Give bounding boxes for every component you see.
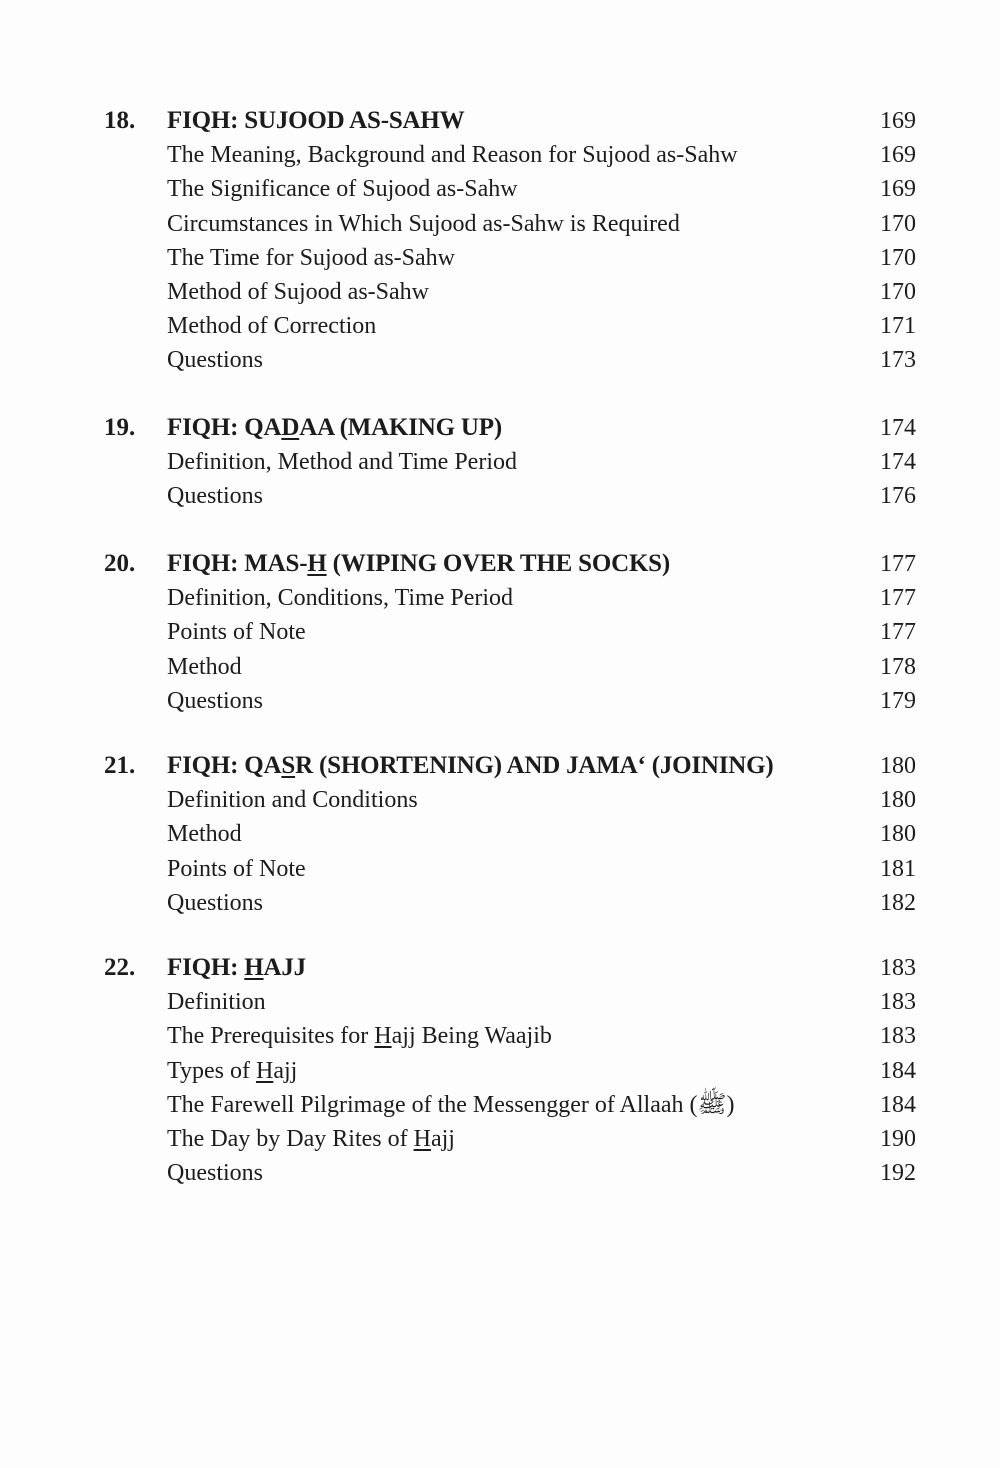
page-number: 177 [880,619,916,646]
title-text: The Prerequisites for [167,1023,375,1050]
page-number: 180 [880,787,916,814]
entry-title [167,684,263,718]
page-number: 170 [880,279,916,305]
page-number: 171 [880,313,916,340]
toc-entry[interactable] [0,138,1000,172]
page-number: 178 [880,653,916,680]
chapter-number: 22. [104,954,136,981]
page-number: 182 [880,889,916,916]
title-text: Method [167,821,242,848]
page-number: 183 [880,955,916,981]
entry-title [167,615,306,649]
title-text: ajj Being Waajib [391,1023,552,1050]
title-text: Method [167,653,242,680]
page-number: 170 [880,244,916,271]
title-text: Questions [167,1160,263,1187]
entry-title [167,1054,297,1088]
toc-entry[interactable] [0,207,1000,241]
title-text: Points of Note [167,619,306,646]
page-number: 170 [880,210,916,237]
toc-entry[interactable] [0,275,1000,309]
page-number: 174 [880,415,916,441]
page-number: 190 [880,1126,916,1152]
underlined-letter: H [255,1057,274,1084]
entry-title [167,343,263,377]
chapter-heading[interactable] [0,104,1000,138]
page-number: 169 [880,108,916,134]
page-number: 181 [880,855,916,882]
title-text: Definition and Conditions [167,787,418,814]
entry-title [167,479,263,513]
page-number: 180 [880,821,916,848]
chapter-number: 20. [104,550,136,577]
entry-title [167,172,518,206]
title-text: Method of Sujood as-Sahw [167,279,429,305]
title-text: ajj [273,1057,298,1084]
toc-entry[interactable] [0,817,1000,851]
entry-title [167,309,376,343]
toc-entry[interactable] [0,1156,1000,1190]
underlined-letter: H [307,550,327,577]
entry-title [167,650,242,684]
toc-entry[interactable] [0,241,1000,275]
page-number: 169 [880,176,916,203]
chapter-number: 19. [104,414,136,441]
toc-entry[interactable] [0,479,1000,513]
page-number: 177 [880,551,916,577]
chapter-heading[interactable] [0,547,1000,581]
title-text: Method of Correction [167,313,377,340]
toc-entry[interactable] [0,309,1000,343]
title-text: FIQH: QA [167,414,282,441]
page-number: 177 [880,585,916,612]
entry-title [167,886,263,920]
entry-title [167,1019,552,1053]
toc-entry[interactable] [0,1054,1000,1088]
title-text: FIQH: MAS- [167,550,308,577]
entry-title [167,275,429,309]
toc-entry[interactable] [0,1019,1000,1053]
title-text: Types of [167,1057,256,1084]
toc-entry[interactable] [0,684,1000,718]
page-number: 180 [880,753,916,779]
underlined-letter: H [413,1126,431,1152]
toc-entry[interactable] [0,1122,1000,1156]
toc-entry[interactable] [0,172,1000,206]
underlined-letter: D [281,414,300,441]
underlined-letter: H [374,1023,392,1050]
entry-title [167,817,242,851]
toc-entry[interactable] [0,615,1000,649]
title-text: Circumstances in Which Sujood as-Sahw is Required [167,210,680,237]
underlined-letter: H [244,954,264,981]
entry-title [167,1156,263,1190]
entry-title [167,581,513,615]
entry-title [167,852,306,886]
toc-entry[interactable] [0,1088,1000,1122]
page-number: 174 [880,449,916,476]
page-number: 169 [880,142,916,169]
title-text: Definition, Method and Time Period [167,449,517,476]
page-number: 179 [880,687,916,714]
page-number: 183 [880,989,916,1016]
title-text: Definition [167,989,266,1016]
chapter-heading[interactable] [0,749,1000,783]
title-text: R (SHORTENING) AND JAMA‘ (JOINING) [295,752,774,779]
title-text: AA (MAKING UP) [299,414,502,441]
title-text: Questions [167,347,263,374]
title-text: AJJ [263,954,306,981]
title-text: Questions [167,687,263,714]
entry-title [167,783,418,817]
entry-title [167,1088,735,1122]
toc-entry[interactable] [0,783,1000,817]
chapter-title [167,749,774,783]
title-text: FIQH: SUJOOD AS-SAHW [167,107,465,134]
title-text: The Day by Day Rites of [167,1126,414,1152]
title-text: ajj [430,1126,455,1152]
chapter-number: 21. [104,752,136,779]
page-number: 176 [880,483,916,510]
chapter-heading[interactable] [0,411,1000,445]
chapter-title [167,104,464,138]
page-number: 184 [880,1057,916,1084]
chapter-title [167,411,502,445]
entry-title [167,1122,455,1156]
title-text: Questions [167,483,263,510]
entry-title [167,207,680,241]
chapter-number: 18. [104,107,136,134]
chapter-title [167,547,670,581]
title-text: The Meaning, Background and Reason for Sujood as-Sahw [167,142,738,169]
toc-entry[interactable] [0,852,1000,886]
toc-entry[interactable] [0,581,1000,615]
entry-title [167,445,517,479]
chapter-title [167,951,306,985]
title-text: The Time for Sujood as-Sahw [167,244,455,271]
underlined-letter: S [281,752,296,779]
toc-entry[interactable] [0,886,1000,920]
title-text: Definition, Conditions, Time Period [167,585,514,612]
page-number: 192 [880,1160,916,1187]
page-number: 184 [880,1091,916,1118]
entry-title [167,985,266,1019]
toc-entry[interactable] [0,650,1000,684]
page-number: 173 [880,347,916,374]
page-number: 183 [880,1023,916,1050]
title-text: Points of Note [167,855,306,882]
title-text: FIQH: [167,954,245,981]
title-text: (WIPING OVER THE SOCKS) [326,550,671,577]
toc-entry[interactable] [0,985,1000,1019]
entry-title [167,138,738,172]
title-text: Questions [167,889,263,916]
entry-title [167,241,455,275]
chapter-heading[interactable] [0,951,1000,985]
title-text: The Significance of Sujood as-Sahw [167,176,518,203]
toc-entry[interactable] [0,343,1000,377]
toc-entry[interactable] [0,445,1000,479]
title-text: The Farewell Pilgrimage of the Messengger of Allaah (ﷺ) [167,1091,735,1118]
title-text: FIQH: QA [167,752,282,779]
